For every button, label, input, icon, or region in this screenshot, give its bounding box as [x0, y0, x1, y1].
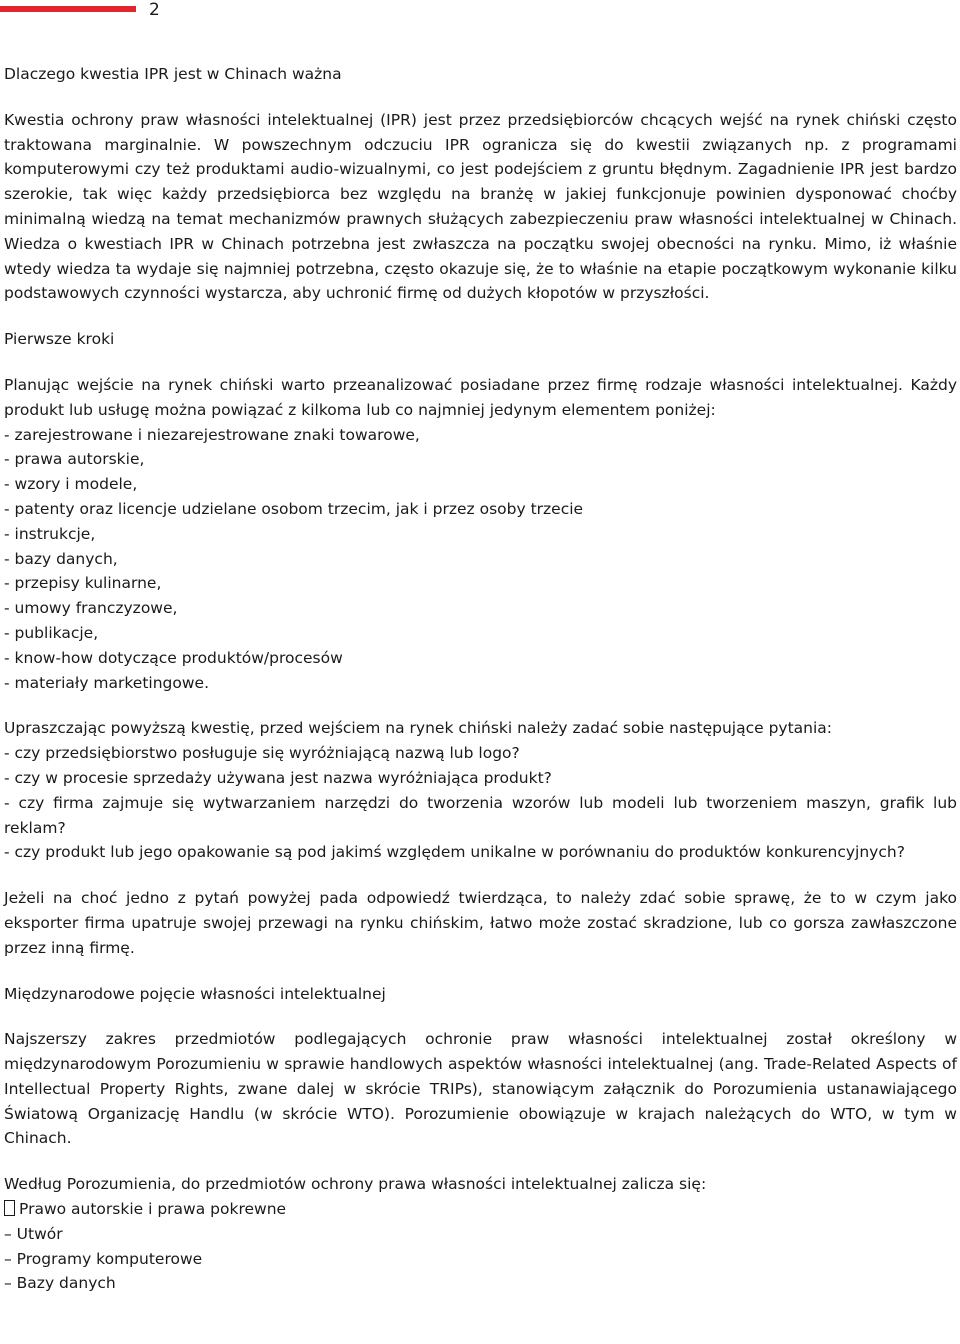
section-heading-first-steps: Pierwsze kroki: [4, 330, 115, 349]
list-item-label: Prawo autorskie i prawa pokrewne: [19, 1200, 287, 1219]
list-item: - przepisy kulinarne,: [4, 574, 162, 593]
paragraph-first-steps-intro: Planując wejście na rynek chiński warto przeanalizować posiadane przez firmę rodzaje własności intelektualnej. Każdy produkt lub usługę można powiązać z kilkoma lub co najmniej jedynym elementem poniżej:: [4, 375, 957, 419]
list-item: – Bazy danych: [4, 1274, 116, 1293]
question-item: - czy produkt lub jego opakowanie są pod jakimś względem unikalne w porównaniu do produktów konkurencyjnych?: [4, 843, 905, 862]
paragraph-conclusion: Jeżeli na choć jedno z pytań powyżej pada odpowiedź twierdząca, to należy zdać sobie sprawę, że to w czym jako eksporter firma upatruje swojej przewagi na rynku chińskim, łatwo może zostać skradzione, lub co gorsza zawłaszczone przez inną firmę.: [4, 889, 957, 957]
paragraph-questions-intro: Upraszczając powyższą kwestię, przed wejściem na rynek chiński należy zadać sobie następujące pytania:: [4, 719, 833, 738]
list-item: - prawa autorskie,: [4, 450, 145, 469]
missing-glyph-icon: [4, 1200, 15, 1216]
paragraph-ipr-importance: Kwestia ochrony praw własności intelektualnej (IPR) jest przez przedsiębiorców chcących wejść na rynek chiński często traktowana marginalnie. W powszechnym odczuciu IPR ogranicza się do kwestii związanych np. z programami komputerowymi czy też produktami audio-wizualnymi, co jest podejściem z gruntu błędnym. Zagadnienie IPR jest bardzo szerokie, tak więc każdy przedsiębiorca bez względu na branżę w jakiej funkcjonuje powinien dysponować choćby minimalną wiedzą na temat mechanizmów prawnych służących zabezpieczeniu praw własności intelektualnej w Chinach. Wiedza o kwestiach IPR w Chinach potrzebna jest zwłaszcza na początku swojej obecności na rynku. Mimo, iż właśnie wtedy wiedza ta wydaje się najmniej potrzebna, często okazuje się, że to właśnie na etapie początkowym wykonanie kilku podstawowych czynności wystarcza, aby uchronić firmę od dużych kłopotów w przyszłości.: [4, 110, 957, 303]
paragraph-trips: Najszerszy zakres przedmiotów podlegających ochronie praw własności intelektualnej został określony w międzynarodowym Porozumieniu w sprawie handlowych aspektów własności intelektualnej (ang. Trade-Related Aspects of Intellectual Property Rights, zwane dalej w skrócie TRIPs), stanowiącym załącznik do Porozumienia ustanawiającego Światową Organizację Handlu (w skrócie WTO). Porozumienie obowiązuje w krajach należących do WTO, w tym w Chinach.: [4, 1030, 957, 1148]
list-item: - bazy danych,: [4, 549, 118, 568]
question-item: - czy firma zajmuje się wytwarzaniem narzędzi do tworzenia wzorów lub modeli lub tworzeniem maszyn, grafik lub reklam?: [4, 793, 957, 837]
list-item: - know-how dotyczące produktów/procesów: [4, 648, 343, 667]
section-heading-why-ipr: Dlaczego kwestia IPR jest w Chinach ważna: [4, 65, 342, 83]
list-item: - instrukcje,: [4, 524, 96, 543]
protected-subjects-list: [4, 1197, 957, 1296]
ip-types-list: [4, 423, 957, 696]
list-item: - publikacje,: [4, 623, 99, 642]
list-item: – Programy komputerowe: [4, 1249, 203, 1268]
paragraph-protected-subjects-intro: Według Porozumienia, do przedmiotów ochrony prawa własności intelektualnej zalicza się:: [4, 1175, 707, 1194]
list-item: - zarejestrowane i niezarejestrowane znaki towarowe,: [4, 425, 420, 444]
questions-list: [4, 741, 957, 865]
section-heading-international: Międzynarodowe pojęcie własności intelektualnej: [4, 984, 386, 1003]
header-accent-bar: [0, 6, 136, 12]
question-item: - czy w procesie sprzedaży używana jest nazwa wyróżniająca produkt?: [4, 768, 552, 787]
list-item: [4, 1197, 957, 1222]
question-item: - czy przedsiębiorstwo posługuje się wyróżniającą nazwą lub logo?: [4, 744, 520, 763]
list-item: - patenty oraz licencje udzielane osobom trzecim, jak i przez osoby trzecie: [4, 499, 584, 518]
document-body: [4, 62, 957, 1296]
list-item: – Utwór: [4, 1224, 63, 1243]
page-number: 2: [149, 0, 160, 20]
list-item: - materiały marketingowe.: [4, 673, 210, 692]
list-item: - wzory i modele,: [4, 475, 138, 494]
list-item: - umowy franczyzowe,: [4, 599, 178, 618]
